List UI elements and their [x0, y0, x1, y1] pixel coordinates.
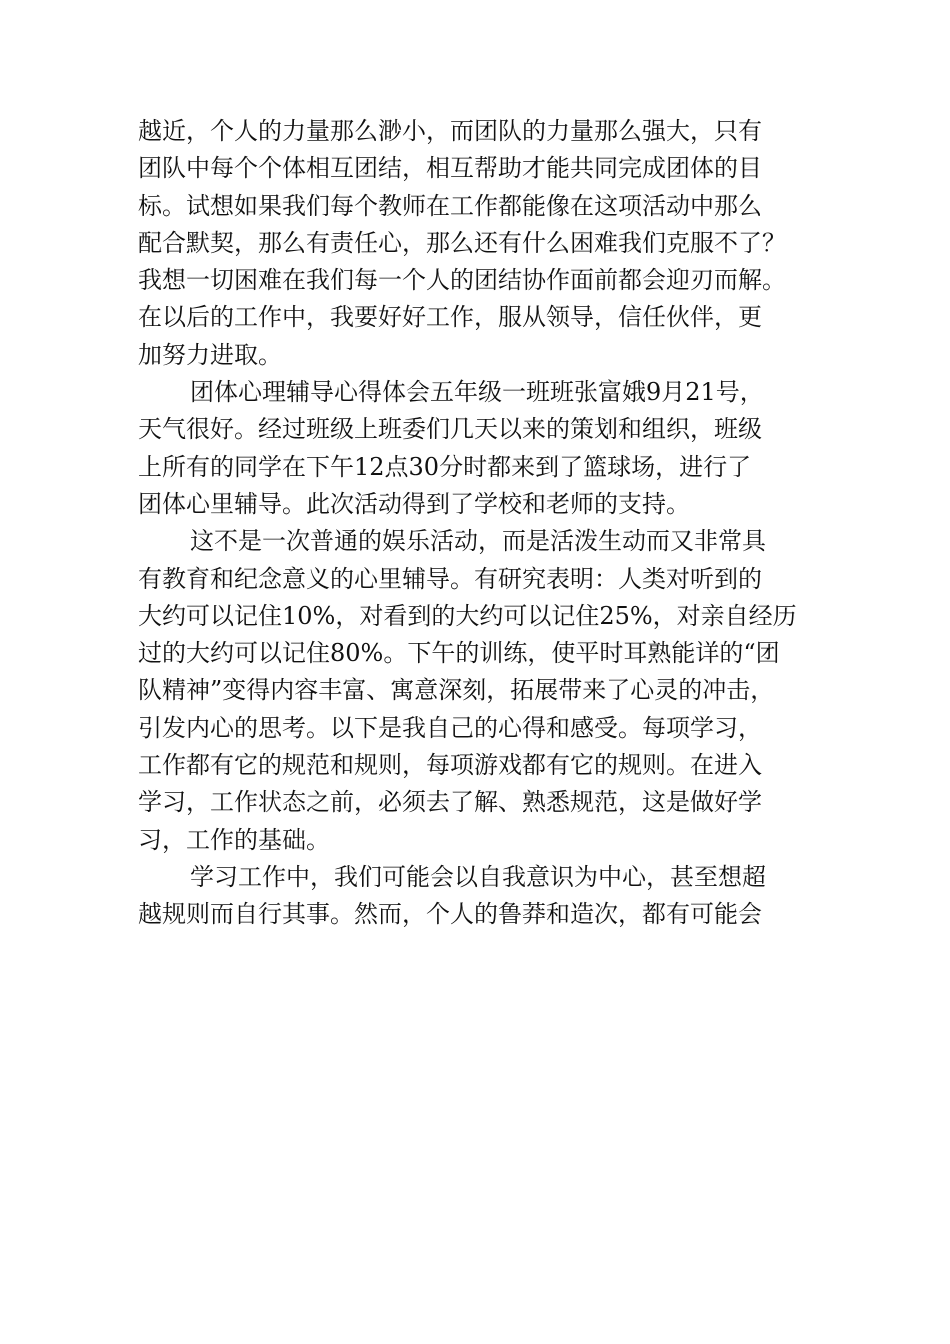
text-line: 团体心里辅导。此次活动得到了学校和老师的支持。: [138, 489, 690, 518]
text-line: 大约可以记住10%，对看到的大约可以记住25%，对亲自经历: [138, 601, 797, 630]
text-line: 有教育和纪念意义的心里辅导。有研究表明：人类对听到的: [138, 564, 762, 593]
paragraph-1: [138, 113, 850, 374]
text-line: 学习，工作状态之前，必须去了解、熟悉规范，这是做好学: [138, 788, 762, 817]
paragraph-4: [138, 859, 850, 934]
paragraph-2: [138, 374, 850, 523]
text-line: 我想一切困难在我们每一个人的团结协作面前都会迎刃而解。: [138, 266, 786, 295]
text-line: 这不是一次普通的娱乐活动，而是活泼生动而又非常具: [190, 527, 766, 556]
text-line: 工作都有它的规范和规则，每项游戏都有它的规则。在进入: [138, 751, 762, 780]
text-line: 配合默契，那么有责任心，那么还有什么困难我们克服不了？: [138, 228, 786, 257]
paragraph-3: [138, 523, 850, 859]
text-line: 习，工作的基础。: [138, 825, 330, 854]
text-line: 在以后的工作中，我要好好工作，服从领导，信任伙伴，更: [138, 303, 762, 332]
text-line: 引发内心的思考。以下是我自己的心得和感受。每项学习，: [138, 713, 762, 742]
text-line: 过的大约可以记住80%。下午的训练，使平时耳熟能详的“团: [138, 639, 780, 668]
text-line: 学习工作中，我们可能会以自我意识为中心，甚至想超: [190, 862, 766, 891]
text-line: 天气很好。经过班级上班委们几天以来的策划和组织，班级: [138, 415, 762, 444]
document-page: [138, 113, 850, 934]
text-line: 越近，个人的力量那么渺小，而团队的力量那么强大，只有: [138, 117, 762, 145]
text-line: 团队中每个个体相互团结，相互帮助才能共同完成团体的目: [138, 154, 762, 183]
text-line: 越规则而自行其事。然而，个人的鲁莽和造次，都有可能会: [138, 900, 762, 929]
text-line: 上所有的同学在下午12点30分时都来到了篮球场，进行了: [138, 452, 752, 481]
text-line: 标。试想如果我们每个教师在工作都能像在这项活动中那么: [138, 191, 762, 220]
text-line: 队精神”变得内容丰富、寓意深刻，拓展带来了心灵的冲击，: [138, 676, 775, 705]
text-line: 加努力进取。: [138, 340, 282, 369]
text-line: 团体心理辅导心得体会五年级一班班张富娥9月21号，: [190, 378, 764, 407]
